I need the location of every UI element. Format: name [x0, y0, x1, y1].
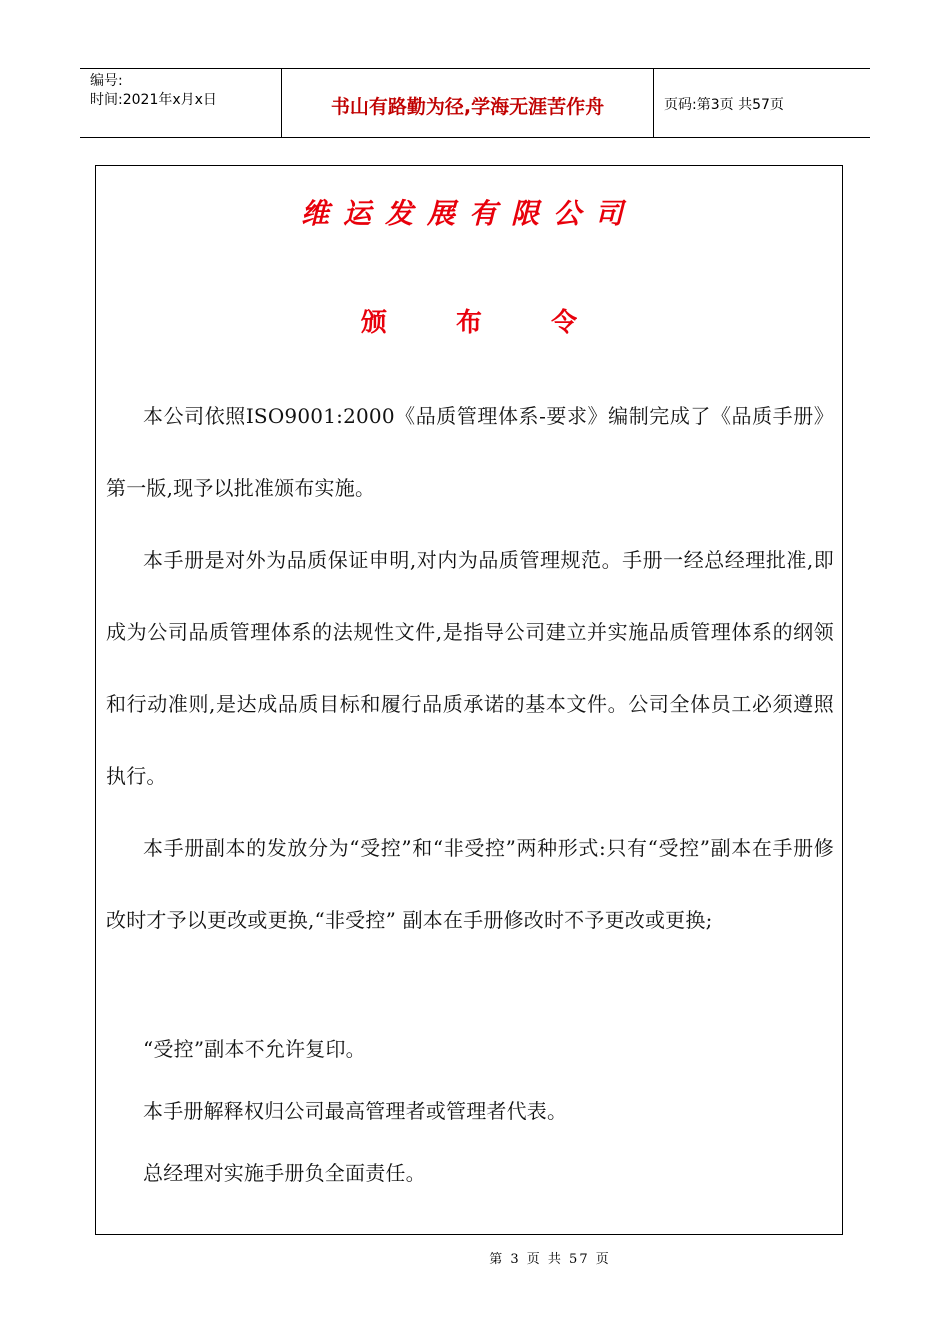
document-body-tail	[106, 1039, 834, 1183]
document-body	[106, 380, 834, 956]
document-number-label: 编号:	[90, 73, 123, 89]
footer-page-number: 第 3 页 共 57 页	[489, 1252, 611, 1267]
paragraph-approval: 本公司依照ISO9001:2000《品质管理体系-要求》编制完成了《品质手册》第一版,现予以批准颁布实施。	[106, 404, 834, 500]
document-time-label: 时间:2021年x月x日	[90, 92, 217, 108]
header-meta-cell	[80, 69, 282, 137]
header-motto: 书山有路勤为径,学海无涯苦作舟	[282, 69, 654, 137]
header-page-info: 页码:第3页 共57页	[664, 97, 784, 113]
document-frame	[95, 165, 843, 1235]
page-header	[80, 68, 870, 138]
company-name: 维运发展有限公司	[300, 197, 637, 230]
page-footer	[0, 1248, 950, 1267]
paragraph-purpose: 本手册是对外为品质保证申明,对内为品质管理规范。手册一经总经理批准,即成为公司品质管理体系的法规性文件,是指导公司建立并实施品质管理体系的纲领和行动准则,是达成品质目标和履行品质承诺的基本文件。公司全体员工必须遵照执行。	[106, 548, 834, 788]
paragraph-distribution: 本手册副本的发放分为“受控”和“非受控”两种形式:只有“受控”副本在手册修改时才予以更改或更换,“非受控” 副本在手册修改时不予更改或更换;	[106, 836, 834, 932]
title-char-1: 颁	[360, 308, 387, 338]
proclamation-title	[96, 302, 842, 339]
title-char-2: 布	[455, 308, 482, 338]
title-char-3: 令	[551, 308, 578, 338]
paragraph-no-copy: “受控”副本不允许复印。	[143, 1037, 366, 1061]
paragraph-interpretation: 本手册解释权归公司最高管理者或管理者代表。	[143, 1099, 568, 1123]
paragraph-responsibility: 总经理对实施手册负全面责任。	[143, 1161, 426, 1185]
